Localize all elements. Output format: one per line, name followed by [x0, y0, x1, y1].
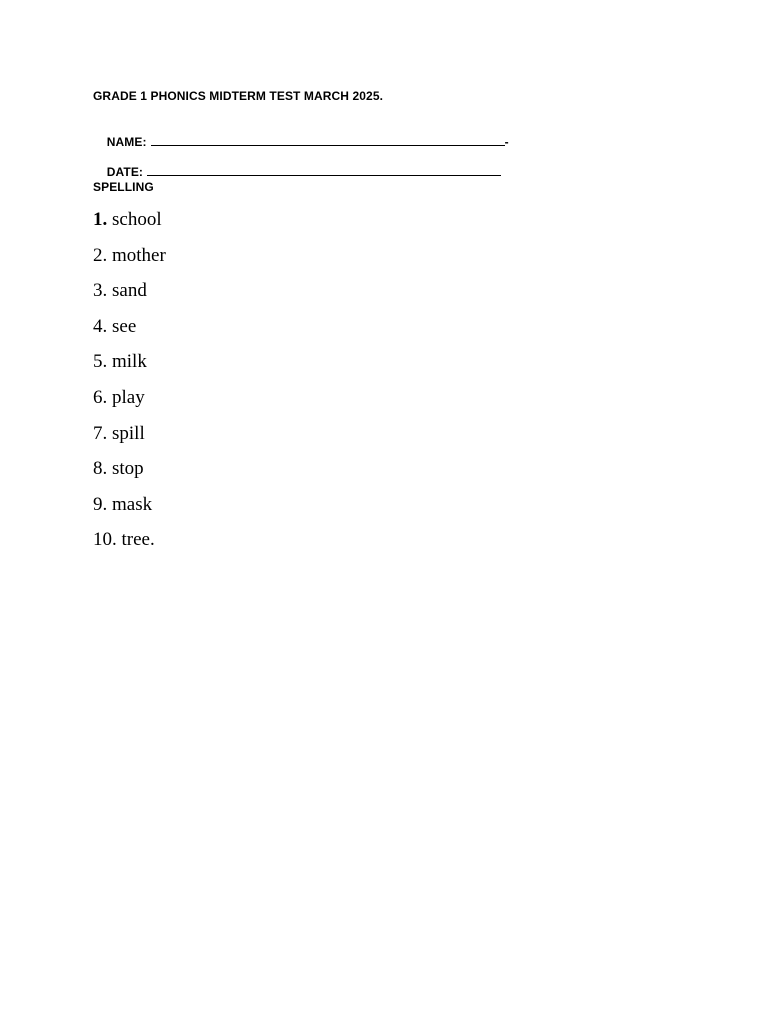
test-title: GRADE 1 PHONICS MIDTERM TEST MARCH 2025. — [93, 89, 384, 103]
name-label: NAME: — [106, 135, 147, 149]
item-word: spill — [112, 422, 145, 444]
item-word: mother — [112, 244, 166, 266]
list-item — [93, 349, 166, 385]
list-item — [93, 243, 166, 279]
item-word: milk — [112, 351, 147, 373]
item-number: 2. — [93, 244, 108, 266]
list-item — [93, 314, 166, 350]
item-number: 7. — [93, 422, 108, 444]
name-blank-line — [151, 133, 505, 146]
list-item — [93, 492, 166, 528]
item-word: mask — [112, 493, 153, 515]
list-item — [93, 421, 166, 457]
item-number: 6. — [93, 386, 108, 408]
item-word: stop — [112, 458, 144, 480]
date-field — [93, 149, 501, 193]
list-item — [93, 207, 166, 243]
section-heading-spelling: SPELLING — [93, 180, 154, 194]
item-word: see — [112, 315, 137, 337]
item-word: school — [112, 209, 162, 230]
item-number: 8. — [93, 458, 108, 480]
item-number: 3. — [93, 280, 108, 302]
name-tail-mark: - — [504, 135, 509, 149]
list-item — [93, 527, 166, 563]
spelling-word-list — [93, 207, 166, 563]
item-number: 10. — [93, 529, 117, 551]
item-word: tree. — [121, 529, 155, 551]
item-number: 1. — [93, 209, 108, 230]
list-item — [93, 385, 166, 421]
date-label: DATE: — [106, 165, 144, 179]
item-number: 5. — [93, 351, 108, 373]
item-number: 9. — [93, 493, 108, 515]
date-blank-line — [147, 163, 501, 176]
item-number: 4. — [93, 315, 108, 337]
list-item — [93, 456, 166, 492]
item-word: sand — [112, 280, 147, 302]
list-item — [93, 278, 166, 314]
item-word: play — [112, 386, 145, 408]
